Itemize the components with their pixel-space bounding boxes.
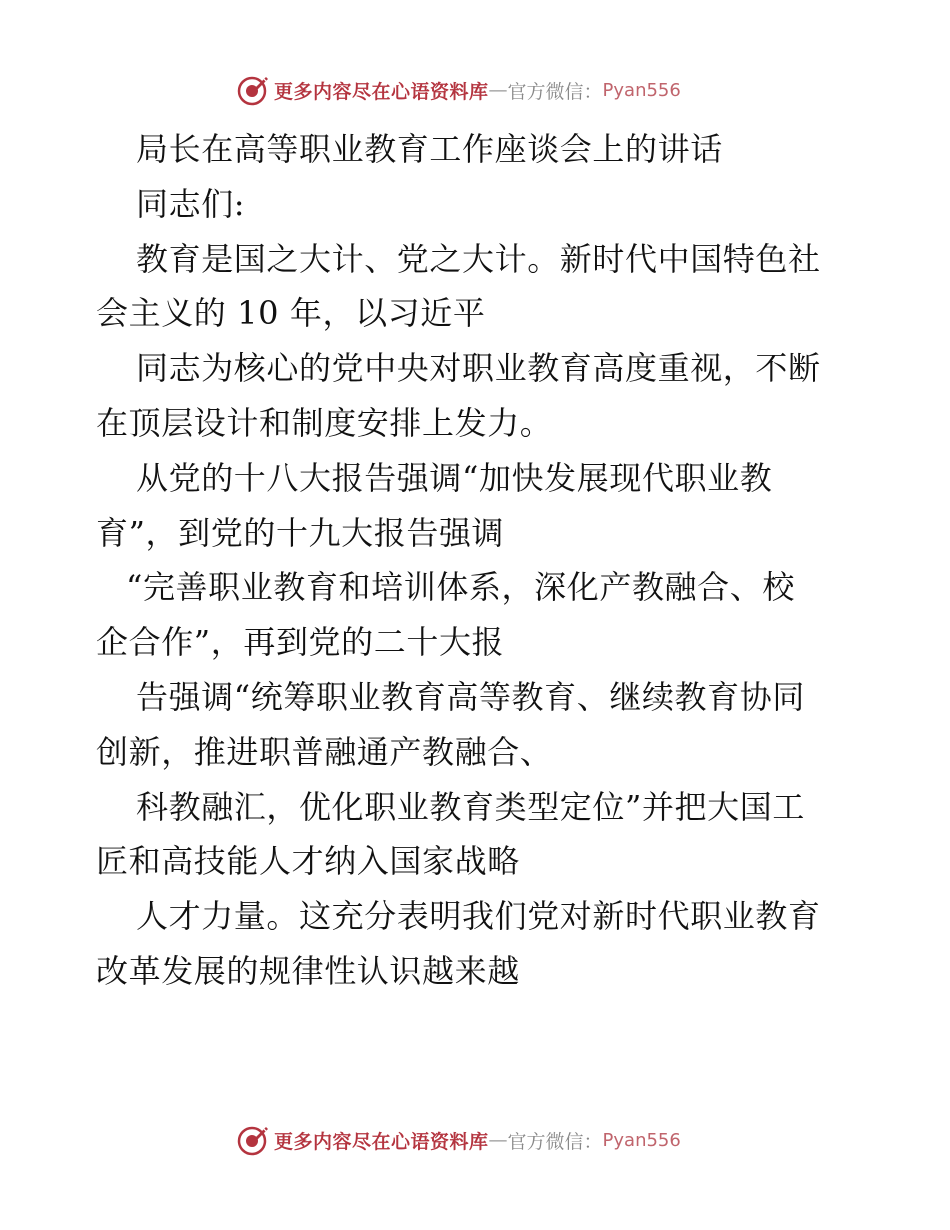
watermark-dash: — — [488, 79, 508, 101]
header-watermark — [236, 72, 736, 108]
text-line: 告强调“统筹职业教育高等教育、继续教育协同 — [136, 677, 805, 716]
watermark-site-text: 更多内容尽在心语资料库 — [274, 80, 489, 103]
text-line: 科教融汇，优化职业教育类型定位”并把大国工 — [136, 787, 805, 826]
text-line: 教育是国之大计、党之大计。新时代中国特色社 — [136, 239, 821, 278]
text-line: 人才力量。这充分表明我们党对新时代职业教育 — [136, 897, 821, 936]
text-line: 育”，到党的十九大报告强调 — [96, 513, 505, 552]
text-line: 同志为核心的党中央对职业教育高度重视，不断 — [136, 349, 821, 388]
text-line: “完善职业教育和培训体系，深化产教融合、校 — [126, 568, 795, 607]
pen-logo-icon — [236, 1123, 270, 1157]
watermark-wechat-id: Pyan556 — [602, 79, 681, 101]
text-line: 匠和高技能人才纳入国家战略 — [96, 842, 520, 881]
text-line: 企合作”，再到党的二十大报 — [96, 623, 505, 662]
salutation: 同志们: — [136, 184, 246, 223]
text-line: 从党的十八大报告强调“加快发展现代职业教 — [136, 458, 773, 497]
text-line: 在顶层设计和制度安排上发力。 — [96, 403, 553, 442]
pen-logo-icon — [236, 73, 270, 107]
document-title: 局长在高等职业教育工作座谈会上的讲话 — [136, 130, 723, 168]
watermark-dash: — — [488, 1129, 508, 1151]
watermark-wechat-label: 官方微信： — [507, 1130, 603, 1153]
text-line: 会主义的 10 年，以习近平 — [96, 294, 486, 333]
watermark-site-text: 更多内容尽在心语资料库 — [274, 1130, 489, 1153]
text-line: 创新，推进职普融通产教融合、 — [96, 732, 553, 771]
watermark-wechat-id: Pyan556 — [602, 1129, 681, 1151]
text-line: 改革发展的规律性认识越来越 — [96, 951, 520, 990]
document-body — [96, 122, 856, 999]
footer-watermark — [236, 1122, 736, 1158]
watermark-wechat-label: 官方微信： — [507, 80, 603, 103]
